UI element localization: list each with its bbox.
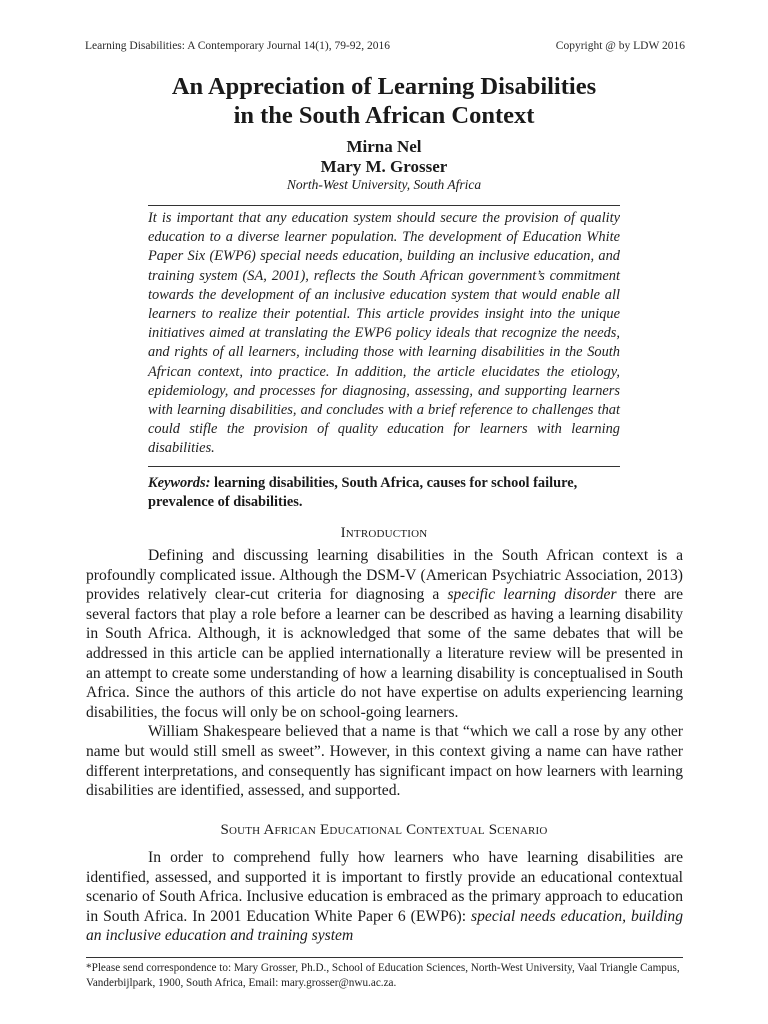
author-name: Mirna Nel — [346, 137, 422, 156]
correspondence-footnote: *Please send correspondence to: Mary Grosser, Ph.D., School of Education Sciences, North-West University, Vaal Triangle Campus, Vanderbijlpark, 1900, South Africa, Email: mary.grosser@nwu.ac.za. — [86, 962, 680, 989]
section-heading-sa-context: South African Educational Contextual Scenario — [220, 822, 548, 838]
keywords-label: Keywords: — [148, 475, 211, 491]
running-head-copyright: Copyright @ by LDW 2016 — [555, 40, 685, 52]
paragraph: William Shakespeare believed that a name is that “which we call a rose by any other name but would still smell as sweet”. However, in this context giving a name can have rather different interpretations, and consequently has significant impact on how learners with learning disabilities are identified, assessed, and supported. — [86, 723, 683, 800]
article-title-line-2: in the South African Context — [233, 102, 535, 129]
running-head-journal: Learning Disabilities: A Contemporary Journal 14(1), 79-92, 2016 — [85, 40, 391, 52]
abstract-top-rule — [148, 205, 620, 206]
author-name: Mary M. Grosser — [320, 157, 448, 176]
introduction-body — [86, 546, 683, 801]
emphasis-text: specific learning disorder — [447, 586, 617, 604]
author-affiliation: North-West University, South Africa — [286, 177, 482, 192]
footnote-rule — [86, 957, 683, 958]
paragraph: Defining and discussing learning disabilities in the South African context is a profoundly complicated issue. Although the DSM-V (American Psychiatric Association, 2013) provides relatively clear-cut criteria for diagnosing a specific learning disorder there are several factors that play a role before a learner can be described as having a learning disability in South Africa. Although, it is acknowledged that some of the same debates that will be addressed in this article can be applied internationally a literature review will be presented in an attempt to create some understanding of how a learning disability is conceptualised in South Africa. Since the authors of this article do not have expertise on adults experiencing learning disabilities, the focus will only be on school-going learners. — [86, 547, 683, 721]
article-title-line-1: An Appreciation of Learning Disabilities — [171, 73, 597, 100]
emphasis-text: special needs education, building an inclusive education and training system — [86, 907, 683, 945]
keywords — [148, 474, 620, 512]
section-heading-introduction: Introduction — [340, 525, 428, 541]
keywords-text: learning disabilities, South Africa, causes for school failure, prevalence of disabilities. — [148, 475, 578, 510]
author-list — [84, 137, 684, 177]
abstract-bottom-rule — [148, 466, 620, 467]
sa-context-body — [86, 848, 683, 946]
paragraph: In order to comprehend fully how learners who have learning disabilities are identified, assessed, and supported it is important to firstly provide an educational contextual scenario of South Africa. Inclusive education is embraced as the primary approach to education in South Africa. In 2001 Education White Paper 6 (EWP6): special needs education, building an inclusive education and training system — [86, 849, 683, 945]
article-title — [84, 72, 684, 130]
running-head — [85, 40, 685, 52]
abstract: It is important that any education system should secure the provision of quality education to a diverse learner population. The development of Education White Paper Six (EWP6) special needs education, building an inclusive education, and training system (SA, 2001), reflects the South African government’s commitment towards the development of an inclusive education system that would enable all learners to realize their potential. This article provides insight into the unique initiatives aimed at translating the EWP6 policy ideals that recognize the needs, and rights of all learners, including those with learning disabilities in the South African context, into practice. In addition, the article elucidates the etiology, epidemiology, and processes for diagnosing, assessing, and supporting learners with learning disabilities, and concludes with a brief reference to challenges that could stifle the provision of quality education for learners with learning disabilities. — [148, 210, 620, 457]
